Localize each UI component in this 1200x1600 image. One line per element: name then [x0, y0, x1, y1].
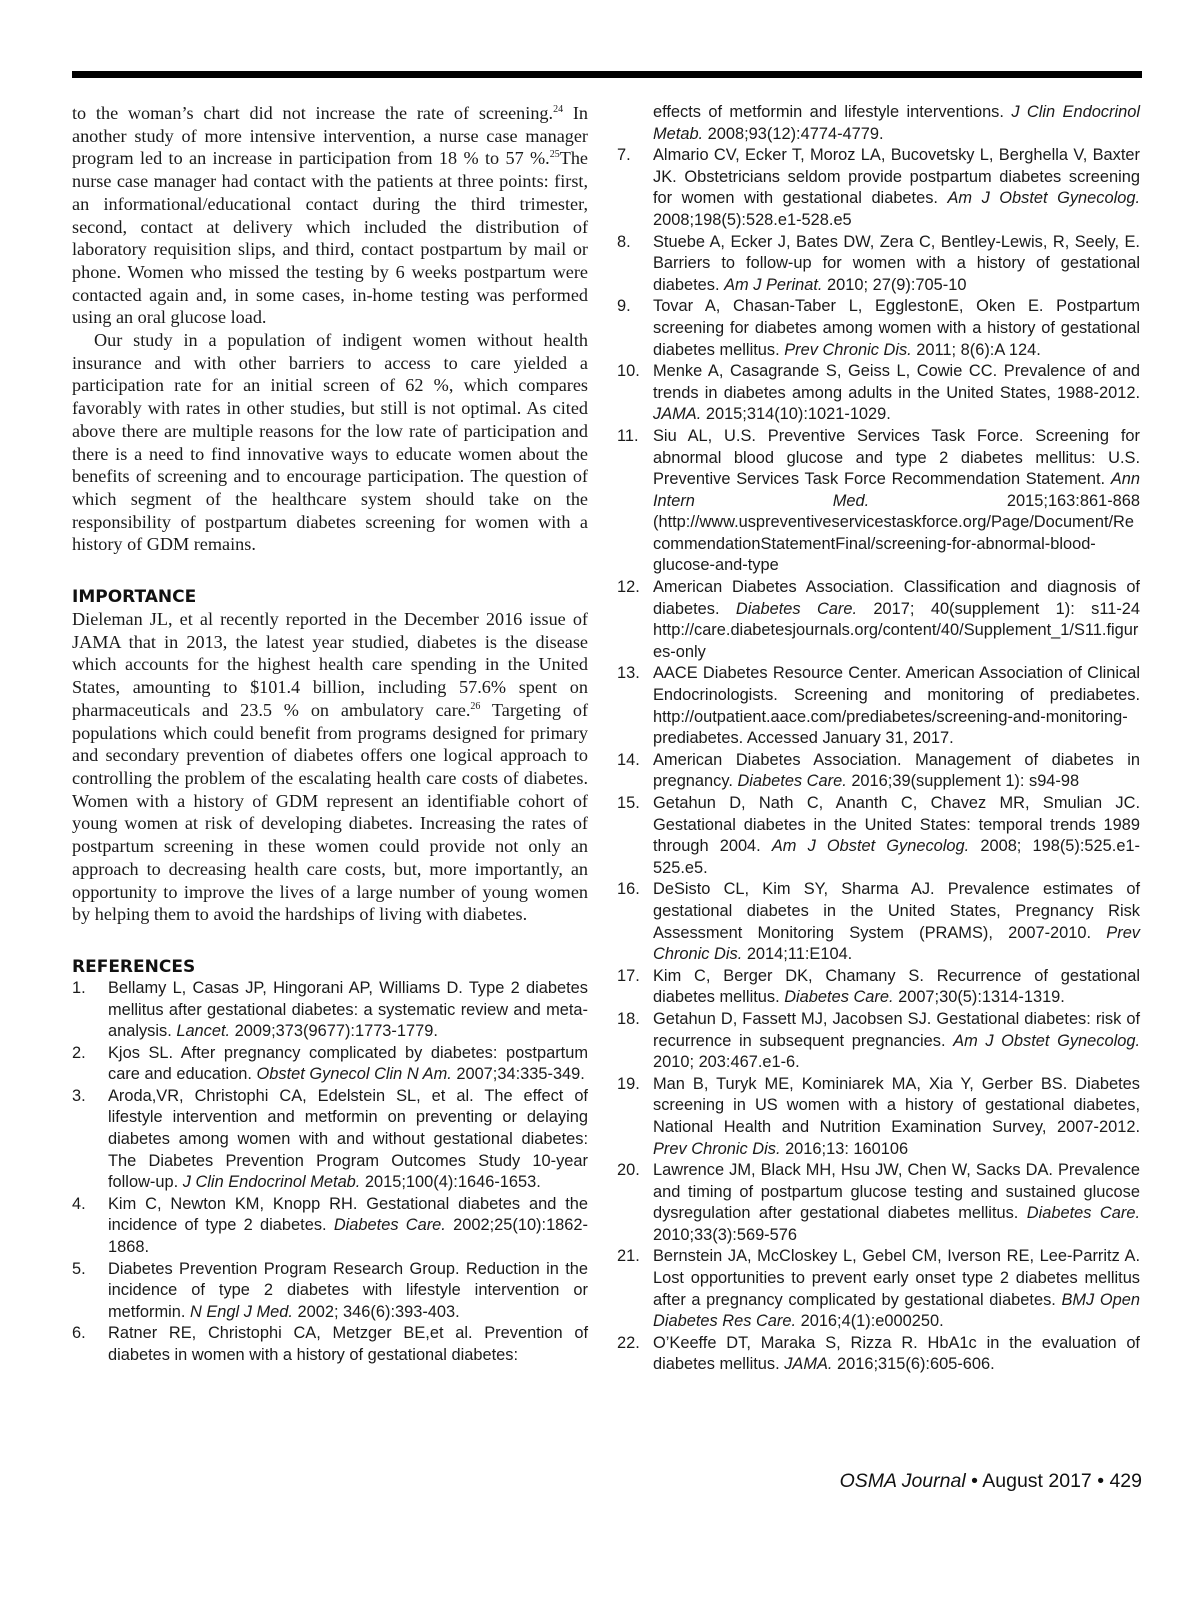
reference-item	[617, 426, 1140, 577]
reference-number: 17.	[617, 966, 640, 985]
reference-item	[72, 1043, 588, 1086]
reference-item	[617, 145, 1140, 231]
reference-journal: JAMA.	[653, 405, 702, 424]
reference-journal: Lancet.	[176, 1022, 231, 1041]
reference-citation: 2015;100(4):1646-1653.	[360, 1173, 541, 1192]
reference-citation: 2011; 8(6):A 124.	[911, 340, 1041, 359]
reference-text: AACE Diabetes Resource Center. American Association of Clinical Endocrinologists. Screening and monitoring of prediabetes. http://outpatient.aace.com/prediabetes/screening-and-monitoring-prediabetes. Accessed January 31, 2017.	[653, 664, 1140, 748]
reference-citation: 2002; 346(6):393-403.	[292, 1302, 460, 1321]
reference-citation: 2008;93(12):4774-4779.	[703, 124, 884, 143]
reference-text: American Diabetes Association. Management of diabetes in pregnancy.	[653, 750, 1140, 791]
reference-item	[617, 750, 1140, 793]
reference-journal: Diabetes Care.	[737, 772, 847, 791]
reference-item	[72, 978, 588, 1043]
reference-text: Siu AL, U.S. Preventive Services Task Force. Screening for abnormal blood glucose and type 2 diabetes mellitus: U.S. Preventive Services Task Force Recommendation Statement.	[653, 426, 1140, 489]
right-column	[617, 102, 1140, 1376]
reference-citation: 2014;11:E104.	[742, 945, 853, 964]
reference-citation: 2015;163:861-868 (http://www.uspreventiveservicestaskforce.org/Page/Document/RecommendationStatementFinal/screening-for-abnormal-blood-glucose-and-type	[653, 491, 1140, 575]
reference-citation: 2015;314(10):1021-1029.	[701, 405, 891, 424]
reference-journal: Obstet Gynecol Clin N Am.	[256, 1065, 452, 1084]
reference-number: 9.	[617, 297, 631, 316]
reference-journal: N Engl J Med.	[189, 1302, 293, 1321]
reference-text: Kjos SL. After pregnancy complicated by diabetes: postpartum care and education.	[108, 1043, 588, 1084]
reference-citation: 2010;33(3):569-576	[653, 1225, 797, 1244]
reference-number: 18.	[617, 1009, 640, 1028]
reference-item	[617, 232, 1140, 297]
reference-number: 1.	[72, 978, 86, 997]
reference-item	[617, 361, 1140, 426]
reference-text: Aroda,VR, Christophi CA, Edelstein SL, et al. The effect of lifestyle intervention and metformin on preventing or delaying diabetes among women with and without gestational diabetes: The Diabetes Prevention Program Outcomes Study 10-year follow-up.	[108, 1086, 588, 1192]
reference-journal: BMJ Open Diabetes Res Care.	[653, 1290, 1140, 1331]
references-list-right	[617, 102, 1140, 1376]
reference-item	[617, 1246, 1140, 1332]
reference-citation: 2007;30(5):1314-1319.	[893, 988, 1065, 1007]
footer-journal: OSMA Journal	[839, 1470, 966, 1492]
importance-paragraph: Dieleman JL, et al recently reported in the December 2016 issue of JAMA that in 2013, the latest year studied, diabetes is the disease which accounts for the highest health care spending in the United States, amounting to $101.4 billion, including 57.6% spent on pharmaceuticals and 23.5 % on ambulatory care.$^{26}$ Targeting of populations which could benefit from programs designed for primary and secondary prevention of diabetes offers one logical approach to controlling the problem of the escalating health care costs of diabetes. Women with a history of GDM represent an identifiable cohort of young women at risk of developing diabetes. Increasing the rates of postpartum screening in these women could provide not only an approach to decreasing health care costs, but, more importantly, an opportunity to improve the lives of a large number of young women by helping them to avoid the hardships of living with diabetes.	[72, 609, 589, 925]
reference-journal: Diabetes Care.	[333, 1216, 446, 1235]
reference-number: 7.	[617, 146, 631, 165]
reference-text: American Diabetes Association. Classification and diagnosis of diabetes.	[653, 578, 1140, 618]
reference-item	[617, 1009, 1140, 1074]
reference-journal: Diabetes Care.	[784, 988, 894, 1007]
reference-number: 19.	[617, 1074, 640, 1093]
reference-number: 2.	[72, 1043, 86, 1062]
reference-text: Man B, Turyk ME, Kominiarek MA, Xia Y, Gerber BS. Diabetes screening in US women with a history of gestational diabetes, National Health and Nutrition Examination Survey, 2007-2012.	[653, 1074, 1140, 1136]
reference-journal: Prev Chronic Dis.	[653, 923, 1140, 964]
reference-item	[617, 879, 1140, 965]
reference-text: Ratner RE, Christophi CA, Metzger BE,et al. Prevention of diabetes in women with a history of gestational diabetes:	[108, 1324, 588, 1364]
reference-journal: Ann Intern Med.	[653, 470, 1140, 510]
reference-item	[617, 1074, 1140, 1160]
reference-journal: Prev Chronic Dis.	[784, 340, 912, 359]
footer-page-number: 429	[1109, 1470, 1142, 1492]
footer-separator: •	[965, 1470, 983, 1492]
reference-text: Almario CV, Ecker T, Moroz LA, Bucovetsky L, Berghella V, Baxter JK. Obstetricians seldom provide postpartum diabetes screening for women with gestational diabetes.	[653, 146, 1140, 208]
reference-number: 4.	[72, 1194, 86, 1213]
top-rule	[72, 71, 1142, 78]
reference-number: 6.	[72, 1324, 86, 1343]
reference-text: Tovar A, Chasan-Taber L, EgglestonE, Oken E. Postpartum screening for diabetes among women with a history of gestational diabetes mellitus.	[653, 297, 1140, 359]
paragraph-continued: to the woman’s chart did not increase the rate of screening.$^{24}$ In another study of more intensive intervention, a nurse case manager program led to an increase in participation from 18 % to 57 %.$^{25}$The nurse case manager had contact with the patients at three points: first, an informational/educational contact during the third trimester, second, contact at delivery which included the distribution of laboratory requisition slips, and third, contact postpartum by mail or phone. Women who missed the testing by 6 weeks postpartum were contacted again and, in some cases, in-home testing was performed using an oral glucose load.	[72, 103, 589, 328]
reference-number: 16.	[617, 880, 640, 899]
reference-item	[617, 966, 1140, 1009]
reference-item	[617, 793, 1140, 879]
reference-text: Getahun D, Nath C, Ananth C, Chavez MR, Smulian JC. Gestational diabetes in the United States: temporal trends 1989 through 2004.	[653, 794, 1140, 856]
reference-number: 20.	[617, 1161, 640, 1180]
footer-date: August 2017	[982, 1470, 1092, 1492]
reference-citation: 2007;34:335-349.	[451, 1065, 585, 1084]
reference-text: Menke A, Casagrande S, Geiss L, Cowie CC. Prevalence of and trends in diabetes among adults in the United States, 1988-2012.	[653, 362, 1140, 402]
reference-journal: Am J Obstet Gynecolog.	[771, 837, 970, 856]
reference-citation: 2010; 203:467.e1-6.	[653, 1053, 800, 1072]
references-heading: REFERENCES	[72, 956, 196, 977]
reference-citation: 2016;315(6):605-606.	[832, 1355, 995, 1374]
references-list-left	[72, 978, 588, 1367]
reference-journal: Diabetes Care.	[1026, 1204, 1140, 1223]
page-footer	[840, 1470, 1142, 1493]
reference-item	[72, 1259, 588, 1324]
reference-journal: J Clin Endocrinol Metab.	[182, 1173, 361, 1192]
reference-number: 22.	[617, 1333, 640, 1352]
reference-journal: Am J Obstet Gynecolog.	[947, 189, 1141, 208]
paragraph-our-study: Our study in a population of indigent women without health insurance and with other barriers to access to care yielded a participation rate for an initial screen of 62 %, which compares favorably with rates in other studies, but still is not optimal. As cited above there are multiple reasons for the low rate of participation and there is a need to find innovative ways to educate women about the benefits of screening and to encourage participation. The question of which segment of the healthcare system should take on the responsibility of postpartum diabetes screening for women with a history of GDM remains.	[72, 330, 588, 555]
reference-number: 14.	[617, 750, 640, 769]
reference-text: Lawrence JM, Black MH, Hsu JW, Chen W, Sacks DA. Prevalence and timing of postpartum glucose testing and sustained glucose dysregulation after gestational diabetes mellitus.	[653, 1161, 1140, 1223]
reference-number: 5.	[72, 1259, 86, 1278]
reference-citation: 2016;13: 160106	[780, 1139, 909, 1158]
reference-number: 12.	[617, 578, 640, 597]
reference-text: Bellamy L, Casas JP, Hingorani AP, Williams D. Type 2 diabetes mellitus after gestational diabetes: a systematic review and meta-analysis.	[108, 978, 588, 1041]
reference-text: Stuebe A, Ecker J, Bates DW, Zera C, Bentley-Lewis, R, Seely, E. Barriers to follow-up for women with a history of gestational diabetes.	[653, 232, 1140, 294]
reference-item	[72, 1086, 588, 1194]
reference-citation: 2010; 27(9):705-10	[822, 275, 967, 294]
reference-text: effects of metformin and lifestyle interventions.	[653, 103, 1012, 121]
reference-item	[617, 296, 1140, 361]
importance-heading: IMPORTANCE	[72, 587, 197, 608]
reference-citation: 2002;25(10):1862-1868.	[108, 1216, 588, 1257]
reference-citation: 2017; 40(supplement 1): s11-24 http://care.diabetesjournals.org/content/40/Supplement_1/S11.figures-only	[653, 599, 1141, 661]
reference-journal: Diabetes Care.	[735, 599, 858, 618]
reference-item	[72, 1194, 588, 1259]
reference-citation: 2008; 198(5):525.e1-525.e5.	[653, 837, 1141, 877]
reference-item	[617, 663, 1140, 749]
reference-citation: 2016;4(1):e000250.	[796, 1312, 944, 1331]
reference-citation: 2016;39(supplement 1): s94-98	[846, 772, 1080, 791]
reference-text: Bernstein JA, McCloskey L, Gebel CM, Iverson RE, Lee-Parritz A. Lost opportunities to prevent early onset type 2 diabetes mellitus after a pregnancy complicated by gestational diabetes.	[653, 1247, 1140, 1309]
reference-item	[617, 1160, 1140, 1246]
reference-number: 11.	[617, 426, 639, 445]
reference-number: 10.	[617, 362, 640, 381]
reference-item	[617, 1333, 1140, 1376]
reference-number: 8.	[617, 232, 631, 251]
reference-text: Kim C, Newton KM, Knopp RH. Gestational diabetes and the incidence of type 2 diabetes.	[108, 1194, 588, 1235]
reference-number: 15.	[617, 794, 640, 812]
footer-separator: •	[1091, 1470, 1110, 1492]
reference-text: Diabetes Prevention Program Research Group. Reduction in the incidence of type 2 diabetes with lifestyle intervention or metformin.	[108, 1259, 588, 1321]
reference-text: Getahun D, Fassett MJ, Jacobsen SJ. Gestational diabetes: risk of recurrence in subsequent pregnancies.	[653, 1009, 1140, 1050]
reference-number: 21.	[617, 1247, 640, 1266]
reference-citation: 2008;198(5):528.e1-528.e5	[653, 210, 852, 229]
reference-item	[72, 1323, 588, 1366]
reference-journal: Am J Obstet Gynecolog.	[953, 1031, 1140, 1050]
reference-citation: 2009;373(9677):1773-1779.	[230, 1022, 438, 1041]
reference-item	[617, 102, 1140, 145]
reference-journal: Am J Perinat.	[724, 275, 823, 294]
reference-text: O’Keeffe DT, Maraka S, Rizza R. HbA1c in the evaluation of diabetes mellitus.	[653, 1333, 1140, 1374]
reference-text: Kim C, Berger DK, Chamany S. Recurrence of gestational diabetes mellitus.	[653, 966, 1140, 1007]
left-column	[72, 102, 588, 1367]
reference-item	[617, 577, 1140, 663]
reference-journal: Prev Chronic Dis.	[653, 1139, 781, 1158]
reference-number: 13.	[617, 664, 640, 683]
reference-number: 3.	[72, 1086, 86, 1105]
reference-text: DeSisto CL, Kim SY, Sharma AJ. Prevalence estimates of gestational diabetes in the United States, Pregnancy Risk Assessment Monitoring System (PRAMS), 2007-2010.	[653, 880, 1140, 942]
reference-journal: J Clin Endocrinol Metab.	[653, 103, 1140, 143]
reference-journal: JAMA.	[784, 1355, 833, 1374]
